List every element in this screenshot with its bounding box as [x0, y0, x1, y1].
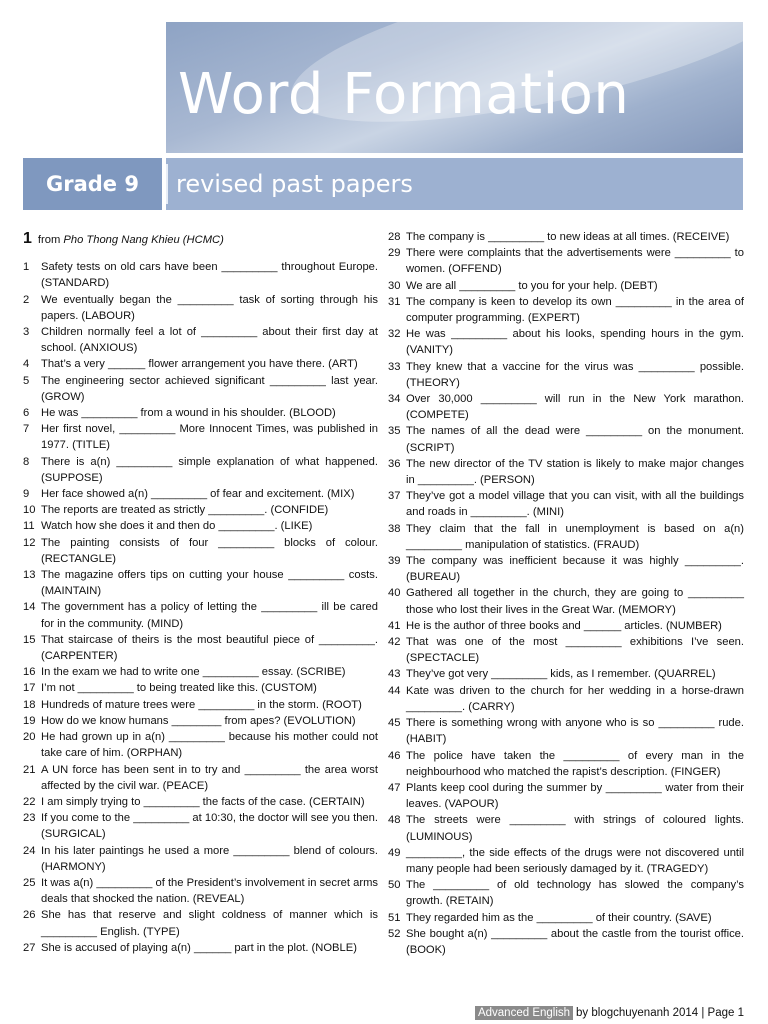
question-item: [23, 599, 378, 631]
question-number: 8: [23, 455, 30, 468]
question-text: It was a(n) _________ of the President’s involvement in secret arms deals that shocked the nation. (REVEAL): [41, 876, 378, 906]
question-number: 16: [23, 666, 36, 679]
question-item: [388, 683, 744, 715]
section-number: 1: [23, 230, 32, 247]
question-number: 39: [388, 555, 401, 568]
question-text: The company is _________ to new ideas at all times. (RECEIVE): [406, 231, 730, 243]
question-item: [23, 762, 378, 794]
question-number: 45: [388, 717, 401, 730]
question-text: Plants keep cool during the summer by _________ water from their leaves. (VAPOUR): [406, 781, 744, 811]
question-number: 21: [23, 763, 36, 776]
question-number: 19: [23, 714, 36, 727]
question-number: 7: [23, 423, 30, 436]
question-number: 33: [388, 360, 401, 373]
question-number: 46: [388, 749, 401, 762]
question-item: [23, 356, 378, 372]
title-banner: [166, 22, 743, 153]
question-number: 28: [388, 231, 401, 243]
question-number: 37: [388, 490, 401, 503]
question-number: 10: [23, 504, 36, 517]
question-item: [23, 794, 378, 810]
question-item: [23, 729, 378, 761]
question-item: [388, 910, 744, 926]
question-text: That’s a very ______ flower arrangement you have there. (ART): [41, 358, 358, 371]
question-number: 23: [23, 812, 36, 825]
question-text: Gathered all together in the church, they are going to _________ those who lost their lives in the Great War. (MEMORY): [406, 587, 744, 616]
question-item: [23, 486, 378, 502]
footer-text: by blogchuyenanh 2014 | Page 1: [576, 1007, 744, 1019]
subtitle-text: revised past papers: [176, 170, 413, 198]
question-number: 6: [23, 407, 30, 420]
question-number: 34: [388, 393, 401, 406]
left-column: [23, 231, 378, 956]
question-text: How do we know humans ________ from apes? (EVOLUTION): [41, 714, 356, 727]
question-number: 40: [388, 587, 401, 600]
question-item: [388, 748, 744, 780]
question-text: Her first novel, _________ More Innocent Times, was published in 1977. (TITLE): [41, 423, 378, 452]
question-text: Hundreds of mature trees were _________ in the storm. (ROOT): [41, 698, 362, 711]
right-column: [388, 229, 744, 958]
question-number: 14: [23, 601, 36, 614]
question-item: [388, 926, 744, 958]
question-number: 29: [388, 247, 401, 260]
question-item: [23, 875, 378, 907]
question-text: Kate was driven to the church for her wedding in a horse-drawn _________. (CARRY): [406, 684, 744, 713]
question-item: [388, 634, 744, 666]
question-text: That staircase of theirs is the most beautiful piece of _________. (CARPENTER): [41, 633, 378, 663]
question-item: [23, 940, 378, 956]
question-item: [388, 359, 744, 391]
question-text: There is a(n) _________ simple explanation of what happened. (SUPPOSE): [41, 455, 378, 484]
question-number: 12: [23, 536, 36, 549]
question-number: 2: [23, 293, 30, 306]
question-number: 44: [388, 684, 401, 697]
question-text: He had grown up in a(n) _________ because his mother could not take care of him. (ORPHAN): [41, 731, 378, 760]
question-number: 32: [388, 328, 401, 341]
question-text: She bought a(n) _________ about the castle from the tourist office. (BOOK): [406, 927, 744, 956]
question-item: [388, 456, 744, 488]
question-number: 3: [23, 326, 30, 339]
question-text: They knew that a vaccine for the virus was _________ possible. (THEORY): [406, 360, 744, 389]
question-item: [23, 810, 378, 842]
page-title: Word Formation: [178, 62, 630, 127]
question-number: 18: [23, 698, 36, 711]
question-item: [388, 521, 744, 553]
question-item: [388, 812, 744, 844]
question-item: [388, 585, 744, 617]
question-number: 47: [388, 781, 401, 794]
question-text: She has that reserve and slight coldness of manner which is _________ English. (TYPE): [41, 909, 378, 938]
question-text: They regarded him as the _________ of their country. (SAVE): [406, 911, 712, 924]
question-item: [23, 502, 378, 518]
question-item: [23, 907, 378, 939]
question-item: [388, 278, 744, 294]
question-number: 36: [388, 457, 401, 470]
question-item: [388, 553, 744, 585]
question-text: In the exam we had to write one _________ essay. (SCRIBE): [41, 666, 346, 679]
question-number: 38: [388, 522, 401, 535]
question-item: [388, 391, 744, 423]
question-number: 24: [23, 844, 36, 857]
question-number: 15: [23, 633, 36, 646]
question-text: The company is keen to develop its own _________ in the area of computer programming. (EXPERT): [406, 295, 744, 325]
question-item: [388, 326, 744, 358]
question-text: I’m not _________ to being treated like this. (CUSTOM): [41, 682, 317, 695]
question-text: The police have taken the _________ of every man in the neighbourhood who matched the rapist’s description. (FINGER): [406, 749, 744, 778]
question-item: [23, 259, 378, 291]
section-source: Pho Thong Nang Khieu (HCMC): [63, 234, 224, 246]
question-number: 13: [23, 569, 36, 582]
page-footer: [475, 1006, 744, 1020]
question-text: Children normally feel a lot of _________ about their first day at school. (ANXIOUS): [41, 326, 378, 355]
question-item: [23, 664, 378, 680]
question-number: 49: [388, 846, 401, 859]
question-number: 52: [388, 927, 401, 940]
question-text: We eventually began the _________ task of sorting through his papers. (LABOUR): [41, 293, 378, 322]
question-number: 48: [388, 814, 401, 827]
question-number: 43: [388, 668, 401, 681]
question-text: That was one of the most _________ exhibitions I’ve seen. (SPECTACLE): [406, 636, 744, 665]
question-number: 30: [388, 279, 401, 292]
subtitle: [166, 158, 743, 210]
question-text: The streets were _________ with strings of coloured lights. (LUMINOUS): [406, 814, 744, 843]
question-number: 5: [23, 374, 30, 387]
question-item: [23, 697, 378, 713]
question-item: [23, 324, 378, 356]
question-item: [23, 535, 378, 567]
question-number: 31: [388, 295, 401, 308]
question-number: 26: [23, 909, 36, 922]
question-text: The painting consists of four _________ blocks of colour. (RECTANGLE): [41, 536, 378, 565]
question-item: [388, 488, 744, 520]
question-text: If you come to the _________ at 10:30, the doctor will see you then. (SURGICAL): [41, 812, 378, 841]
question-number: 50: [388, 879, 401, 892]
question-item: [388, 229, 744, 245]
question-text: A UN force has been sent in to try and _________ the area worst affected by the civil war. (PEACE): [41, 763, 378, 792]
question-text: In his later paintings he used a more _________ blend of colours. (HARMONY): [41, 844, 378, 873]
question-item: [23, 680, 378, 696]
right-question-list: [388, 229, 744, 958]
question-item: [388, 877, 744, 909]
question-text: He is the author of three books and ______ articles. (NUMBER): [406, 619, 722, 632]
question-text: Watch how she does it and then do _________. (LIKE): [41, 520, 313, 533]
question-number: 27: [23, 941, 36, 954]
question-item: [23, 567, 378, 599]
question-text: The company was inefficient because it was highly _________. (BUREAU): [406, 555, 744, 584]
section-heading: [23, 231, 378, 248]
question-item: [388, 666, 744, 682]
question-item: [388, 245, 744, 277]
question-item: [23, 405, 378, 421]
question-text: The new director of the TV station is likely to make major changes in _________. (PERSON): [406, 457, 744, 487]
question-item: [23, 421, 378, 453]
question-number: 25: [23, 876, 36, 889]
question-text: They’ve got very _________ kids, as I remember. (QUARREL): [406, 668, 716, 681]
question-number: 51: [388, 911, 401, 924]
question-number: 35: [388, 425, 401, 438]
question-text: There is something wrong with anyone who is so _________ rude. (HABIT): [406, 717, 744, 746]
question-text: The _________ of old technology has slowed the company’s growth. (RETAIN): [406, 879, 744, 908]
question-text: The engineering sector achieved significant _________ last year. (GROW): [41, 374, 378, 403]
question-text: The names of all the dead were _________ on the monument. (SCRIPT): [406, 425, 744, 454]
question-item: [388, 715, 744, 747]
question-item: [23, 713, 378, 729]
question-number: 9: [23, 488, 30, 501]
question-item: [23, 292, 378, 324]
question-number: 17: [23, 682, 36, 695]
question-text: He was _________ about his looks, spending hours in the gym. (VANITY): [406, 328, 744, 357]
question-text: She is accused of playing a(n) ______ part in the plot. (NOBLE): [41, 941, 357, 954]
question-text: He was _________ from a wound in his shoulder. (BLOOD): [41, 407, 336, 420]
question-text: The magazine offers tips on cutting your house _________ costs. (MAINTAIN): [41, 569, 378, 598]
question-number: 1: [23, 261, 30, 274]
question-number: 20: [23, 731, 36, 744]
question-text: Safety tests on old cars have been _________ throughout Europe. (STANDARD): [41, 261, 378, 290]
left-question-list: [23, 259, 378, 956]
question-item: [23, 373, 378, 405]
question-text: The reports are treated as strictly _________. (CONFIDE): [41, 504, 329, 517]
question-text: I am simply trying to _________ the facts of the case. (CERTAIN): [41, 795, 365, 808]
question-number: 22: [23, 795, 36, 808]
question-item: [388, 294, 744, 326]
question-item: [388, 780, 744, 812]
question-item: [23, 518, 378, 534]
question-number: 11: [23, 520, 35, 533]
question-item: [388, 618, 744, 634]
question-number: 4: [23, 358, 30, 371]
question-number: 42: [388, 636, 401, 649]
question-item: [23, 454, 378, 486]
question-text: The government has a policy of letting the _________ ill be cared for in the community. (MIND): [41, 601, 378, 630]
footer-tag: Advanced English: [475, 1006, 573, 1020]
question-item: [388, 423, 744, 455]
question-text: We are all _________ to you for your help. (DEBT): [406, 279, 658, 292]
question-item: [388, 845, 744, 877]
question-text: _________, the side effects of the drugs were not discovered until many people had been seriously damaged by it. (TRAGEDY): [406, 846, 744, 875]
section-source-line: [38, 232, 224, 248]
question-item: [23, 843, 378, 875]
question-text: There were complaints that the advertisements were _________ to women. (OFFEND): [406, 247, 744, 276]
grade-label: Grade 9: [23, 158, 162, 210]
question-number: 41: [388, 619, 401, 632]
question-text: They’ve got a model village that you can visit, with all the buildings and roads in _________. (MINI): [406, 490, 744, 519]
question-text: Her face showed a(n) _________ of fear and excitement. (MIX): [41, 488, 355, 501]
question-item: [23, 632, 378, 664]
question-text: Over 30,000 _________ will run in the New York marathon. (COMPETE): [406, 393, 744, 422]
section-prefix: from: [37, 234, 61, 246]
question-text: They claim that the fall in unemployment is based on a(n) _________ manipulation of statistics. (FRAUD): [406, 522, 744, 551]
